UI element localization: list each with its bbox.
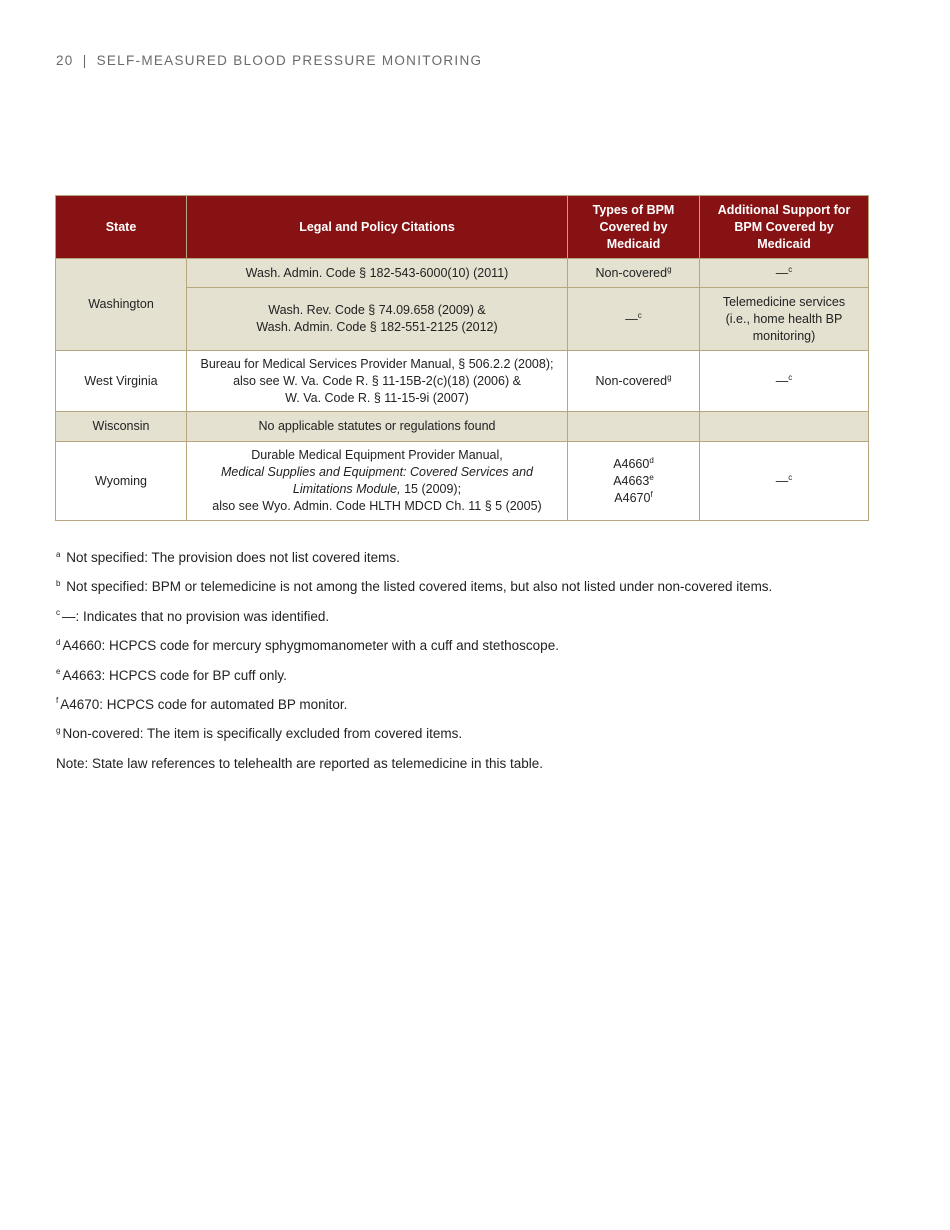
table-row-wisconsin: [56, 412, 869, 442]
citation-line: Bureau for Medical Services Provider Manual, § 506.2.2 (2008);: [200, 356, 554, 371]
table-row-west-virginia: [56, 351, 869, 412]
citation-line: W. Va. Code R. § 11-15-9i (2007): [285, 390, 469, 405]
footnote-d: [56, 637, 916, 666]
citation-line: also see W. Va. Code R. § 11-15B-2(c)(18) (2006) &: [233, 373, 521, 388]
footnote-mark: b: [56, 578, 61, 588]
column-header-citations: Legal and Policy Citations: [187, 196, 568, 259]
footnote-mark: c: [788, 372, 793, 382]
footnote-a: [56, 549, 916, 578]
column-header-state: State: [56, 196, 187, 259]
types-text: Non-covered: [595, 373, 668, 388]
footnote-text: A4660: HCPCS code for mercury sphygmomanometer with a cuff and stethoscope.: [62, 638, 559, 654]
footnote-text: A4670: HCPCS code for automated BP monitor.: [60, 696, 348, 712]
footnote-g: [56, 725, 916, 754]
column-header-types: Types of BPM Covered by Medicaid: [568, 196, 700, 259]
types-text: Non-covered: [595, 265, 668, 280]
support-cell: Telemedicine services (i.e., home health BP monitoring): [700, 288, 869, 351]
types-cell: [568, 351, 700, 412]
types-cell: [568, 288, 700, 351]
citation-cell: Wash. Admin. Code § 182-543-6000(10) (2011): [187, 259, 568, 288]
table-note: Note: State law references to telehealth are reported as telemedicine in this table.: [56, 755, 544, 771]
citation-italic: Medical Supplies and Equipment: Covered Services and Limitations Module,: [221, 465, 533, 496]
citation-line: Wash. Admin. Code § 182-551-2125 (2012): [256, 320, 498, 334]
hcpcs-code: [574, 473, 693, 490]
citation-line: also see Wyo. Admin. Code HLTH MDCD Ch. 11 § 5 (2005): [212, 499, 542, 513]
table-row-wyoming: [56, 442, 869, 521]
bpm-policy-table: [55, 195, 869, 521]
table-header-row: [56, 196, 869, 259]
code-text: A4670: [614, 490, 651, 505]
footnote-text: Not specified: The provision does not list covered items.: [62, 550, 400, 565]
header-separator: |: [82, 53, 88, 68]
state-cell-wisconsin: Wisconsin: [56, 412, 187, 442]
types-cell: [568, 442, 700, 521]
support-cell: [700, 259, 869, 288]
footnote-mark: a: [56, 549, 61, 559]
citation-cell: [187, 351, 568, 412]
footnote-text: Not specified: BPM or telemedicine is not among the listed covered items, but also not listed under non-covered items.: [62, 579, 773, 595]
citation-after-italic: 15 (2009);: [400, 482, 462, 496]
support-cell: [700, 412, 869, 442]
citation-cell: [187, 288, 568, 351]
footnote-mark: g: [56, 725, 61, 735]
state-cell-washington: Washington: [56, 259, 187, 351]
state-cell-west-virginia: West Virginia: [56, 351, 187, 412]
footnotes: [56, 549, 916, 784]
footnote-mark: c: [788, 472, 793, 482]
support-text: —: [775, 265, 789, 280]
types-text: —: [625, 311, 638, 326]
footnote-text: Non-covered: The item is specifically excluded from covered items.: [62, 726, 463, 742]
hcpcs-code: [574, 490, 693, 507]
state-cell-wyoming: Wyoming: [56, 442, 187, 521]
footnote-mark: e: [56, 667, 61, 677]
footnote-f: [56, 696, 916, 725]
citation-line: Durable Medical Equipment Provider Manual,: [251, 448, 503, 462]
footnote-e: [56, 667, 916, 696]
footnote-mark: g: [667, 372, 672, 382]
footnote-mark: d: [649, 455, 654, 465]
page-number: 20: [56, 53, 74, 68]
citation-cell: [187, 442, 568, 521]
header-title: SELF-MEASURED BLOOD PRESSURE MONITORING: [96, 53, 483, 68]
footnote-mark: f: [56, 696, 59, 706]
footnote-b: [56, 578, 916, 607]
footnote-mark: g: [667, 264, 672, 274]
citation-italic-text: [221, 465, 533, 496]
footnote-text: —: Indicates that no provision was identified.: [62, 608, 330, 624]
footnote-mark: f: [650, 489, 653, 499]
column-header-support: Additional Support for BPM Covered by Medicaid: [700, 196, 869, 259]
support-cell: [700, 351, 869, 412]
running-header: [56, 53, 482, 68]
code-text: A4660: [613, 456, 650, 471]
citation-line: Wash. Rev. Code § 74.09.658 (2009) &: [268, 303, 486, 317]
footnote-mark: c: [788, 264, 793, 274]
footnote-mark: c: [637, 310, 642, 320]
footnote-mark: c: [56, 608, 60, 618]
table-row-washington-1: [56, 259, 869, 288]
footnote-c: [56, 608, 916, 637]
citation-cell: No applicable statutes or regulations found: [187, 412, 568, 442]
footnote-mark: e: [649, 472, 654, 482]
support-text: —: [775, 373, 789, 388]
hcpcs-code: [574, 456, 693, 473]
code-text: A4663: [613, 473, 650, 488]
support-cell: [700, 442, 869, 521]
types-cell: [568, 259, 700, 288]
types-cell: [568, 412, 700, 442]
footnote-text: A4663: HCPCS code for BP cuff only.: [62, 667, 287, 683]
footnote-mark: d: [56, 637, 61, 647]
support-text: —: [775, 473, 789, 488]
